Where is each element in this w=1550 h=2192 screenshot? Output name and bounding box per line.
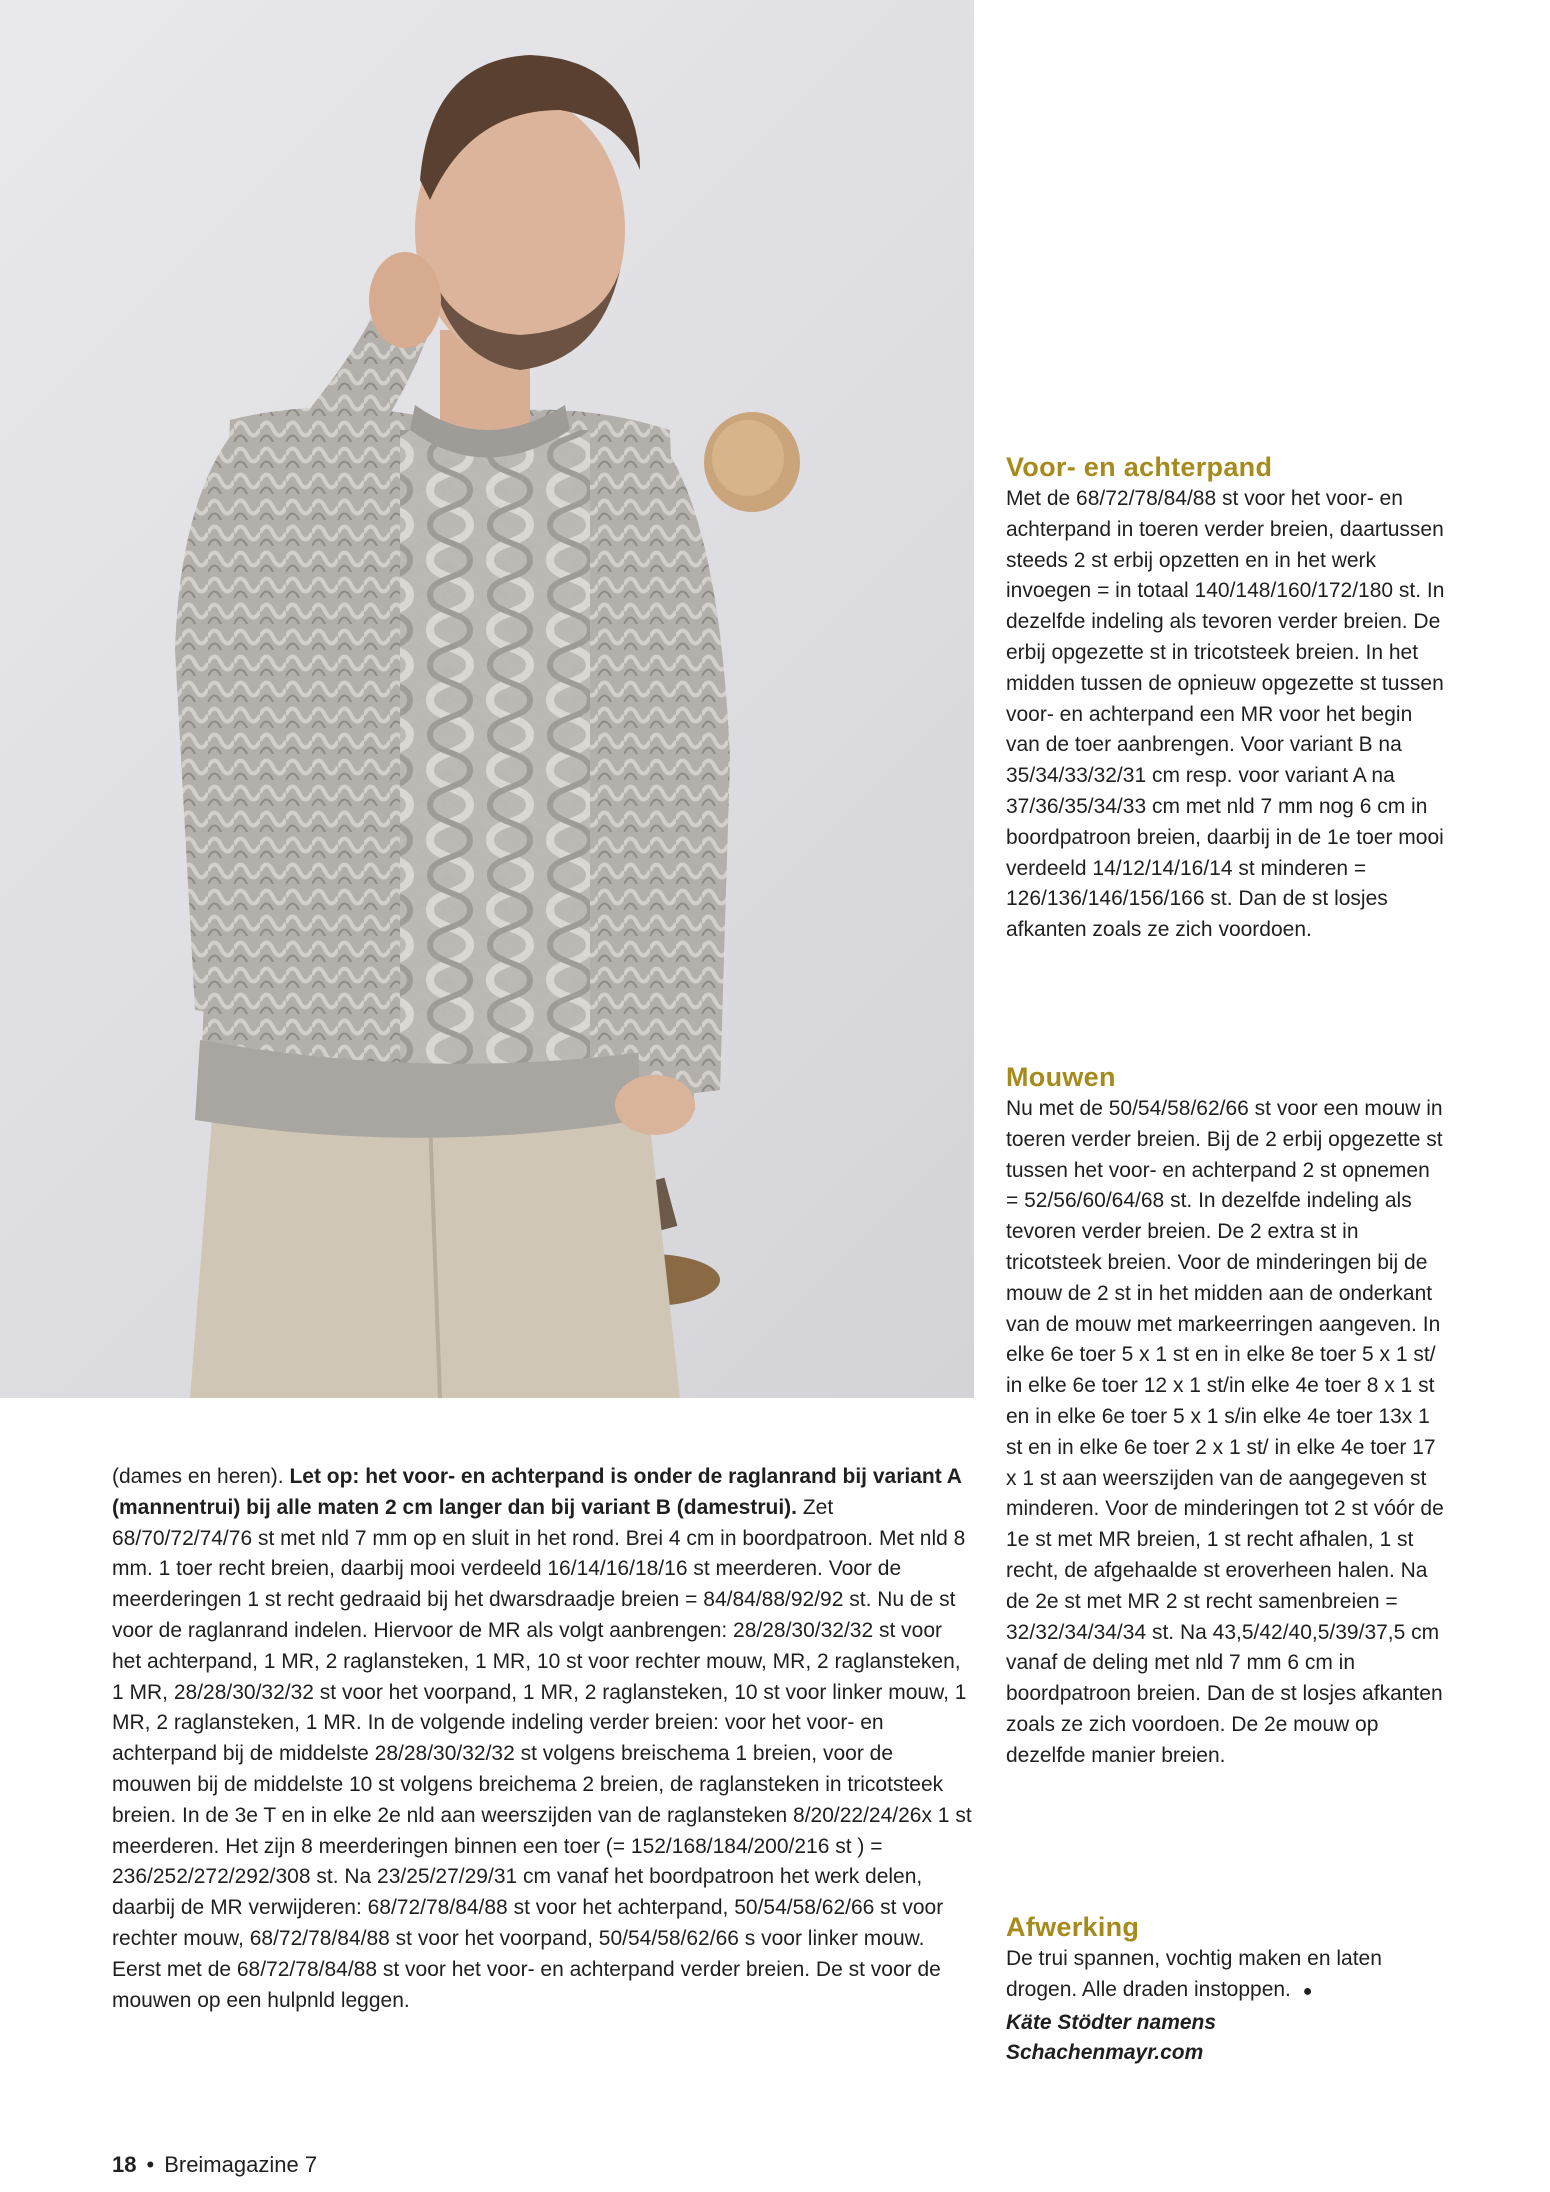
credit-source: Schachenmayr.com — [1006, 2041, 1204, 2065]
section-voor-achterpand — [1006, 450, 1446, 946]
photo-illustration — [0, 0, 974, 1398]
magazine-name: Breimagazine 7 — [164, 2152, 318, 2177]
main-bold-note: Let op: het voor- en achterpand is onder de raglanrand bij variant A (mannentrui) bij alle maten 2 cm langer dan bij variant B (damestrui). — [112, 1465, 962, 1519]
footer-separator: • — [146, 2152, 155, 2177]
credit-author: Käte Stödter namens — [1006, 2010, 1217, 2034]
main-paragraph — [112, 1462, 974, 2016]
section-afwerking — [1006, 1910, 1446, 2069]
heading-afwerking: Afwerking — [1006, 1912, 1140, 1942]
text-voor-achterpand: Met de 68/72/78/84/88 st voor het voor- en achterpand in toeren verder breien, daartussen steeds 2 st erbij opzetten en in het werk invoegen = in totaal 140/148/160/172/180 st. In dezelfde indeling als tevoren verder breien. De erbij opgezette st in tricotsteek breien. In het midden tussen de opnieuw opgezette st tussen voor- en achterpand een MR voor het begin van de toer aanbrengen. Voor variant B na 35/34/33/32/31 cm resp. voor variant A na 37/36/35/34/33 cm met nld 7 mm nog 6 cm in boordpatroon breien, daarbij in de 1e toer mooi verdeeld 14/12/14/16/14 st minderen = 126/136/146/156/166 st. Dan de st losjes afkanten zoals ze zich voordoen. — [1006, 487, 1445, 942]
main-body: Zet 68/70/72/74/76 st met nld 7 mm op en sluit in het rond. Brei 4 cm in boordpatroon. Met nld 8 mm. 1 toer recht breien, daarbij mooi verdeeld 16/14/16/18/16 st meerderen. Voor de meerderingen 1 st recht gedraaid bij het dwarsdraadje breien = 84/84/88/92/92 st. Nu de st voor de raglanrand indelen. Hiervoor de MR als volgt aanbrengen: 28/28/30/32/32 st voor het achterpand, 1 MR, 2 raglansteken, 1 MR, 10 st voor rechter mouw, MR, 2 raglansteken, 1 MR, 28/28/30/32/32 st voor het voorpand, 1 MR, 2 raglansteken, 10 st voor linker mouw, 1 MR, 2 raglansteken, 1 MR. In de volgende indeling verder breien: voor het voor- en achterpand bij de middelste 28/28/30/32/32 st volgens breischema 1 breien, voor de mouwen bij de middelste 10 st volgens breichema 2 breien, de raglansteken in tricotsteek breien. In de 3e T en in elke 2e nld aan weerszijden van de raglansteken 8/20/22/24/26x 1 st meerderen. Het zijn 8 meerderingen binnen een toer (= 152/168/184/200/216 st ) = 236/252/272/292/308 st. Na 23/25/27/29/31 cm vanaf het boordpatroon het werk delen, daarbij de MR verwijderen: 68/72/78/84/88 st voor het achterpand, 50/54/58/62/66 st voor rechter mouw, 68/72/78/84/88 st voor het voorpand, 50/54/58/62/66 s voor linker mouw. Eerst met de 68/72/78/84/88 st voor het voor- en achterpand verder breien. De st voor de mouwen op een hulpnld leggen. — [112, 1495, 972, 2012]
page-number: 18 — [112, 2152, 137, 2177]
text-afwerking — [1006, 1944, 1446, 2069]
heading-mouwen: Mouwen — [1006, 1062, 1116, 1092]
heading-voor-achterpand: Voor- en achterpand — [1006, 452, 1273, 482]
hero-photo — [0, 0, 974, 1398]
main-intro: (dames en heren). — [112, 1465, 290, 1488]
page-footer — [112, 2152, 317, 2178]
afwerking-body: De trui spannen, vochtig maken en laten drogen. Alle draden instoppen. — [1006, 1947, 1382, 2001]
main-instructions — [112, 1462, 974, 2016]
end-mark-icon: ● — [1302, 1982, 1313, 2000]
section-mouwen — [1006, 1060, 1446, 1772]
text-mouwen: Nu met de 50/54/58/62/66 st voor een mouw in toeren verder breien. Bij de 2 erbij opgezette st tussen het voor- en achterpand 2 st opnemen = 52/56/60/64/68 st. In dezelfde indeling als tevoren verder breien. De 2 extra st in tricotsteek breien. Voor de minderingen bij de mouw de 2 st in het midden aan de onderkant van de mouw met markeerringen aangeven. In elke 6e toer 5 x 1 st en in elke 8e toer 5 x 1 st/ in elke 6e toer 12 x 1 st/in elke 4e toer 8 x 1 st en in elke 6e toer 5 x 1 s/in elke 4e toer 13x 1 st en in elke 6e toer 2 x 1 st/ in elke 4e toer 17 x 1 st aan weerszijden van de aangegeven st minderen. Voor de minderingen tot 2 st vóór de 1e st met MR breien, 1 st recht afhalen, 1 st recht, de afgehaalde st eroverheen halen. Na de 2e st met MR 2 st recht samenbreien = 32/32/34/34/34 st. Na 43,5/42/40,5/39/37,5 cm vanaf de deling met nld 7 mm 6 cm in boordpatroon breien. Dan de st losjes afkanten zoals ze zich voordoen. De 2e mouw op dezelfde manier breien. — [1006, 1097, 1444, 1767]
